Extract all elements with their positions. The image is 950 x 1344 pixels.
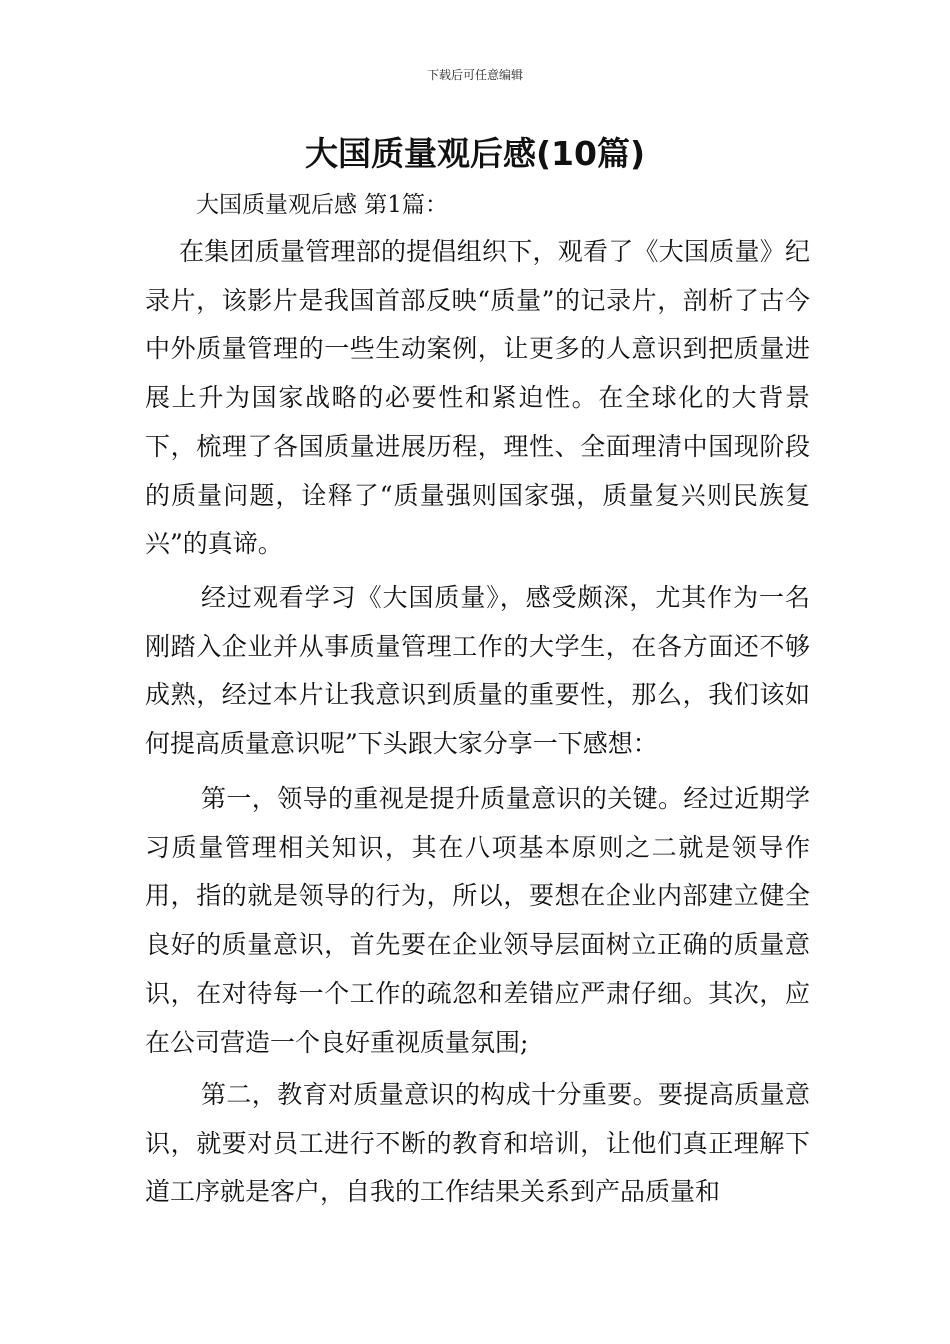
section-heading: 大国质量观后感 第1篇：	[196, 192, 448, 218]
paragraph-4: 第二，教育对质量意识的构成十分重要。要提高质量意识，就要对员工进行不断的教育和培训，让他们真正理解下道工序就是客户，自我的工作结果关系到产品质量和	[145, 1080, 810, 1207]
paragraph-3: 第一，领导的重视是提升质量意识的关键。经过近期学习质量管理相关知识，其在八项基本原则之二就是领导作用，指的就是领导的行为，所以，要想在企业内部建立健全良好的质量意识，首先要在企业领导层面树立正确的质量意识，在对待每一个工作的疏忽和差错应严肃仔细。其次，应在公司营造一个良好重视质量氛围;	[145, 784, 810, 1057]
paragraph-1: 在集团质量管理部的提倡组织下，观看了《大国质量》纪录片，该影片是我国首部反映“质量”的记录片，剖析了古今中外质量管理的一些生动案例，让更多的人意识到把质量进展上升为国家战略的必要性和紧迫性。在全球化的大背景下，梳理了各国质量进展历程，理性、全面理清中国现阶段的质量问题，诠释了“质量强则国家强，质量复兴则民族复兴”的真谛。	[145, 237, 810, 559]
header-note: 下载后可任意编辑	[426, 68, 523, 82]
paragraph-2: 经过观看学习《大国质量》，感受颇深，尤其作为一名刚踏入企业并从事质量管理工作的大学生，在各方面还不够成熟，经过本片让我意识到质量的重要性，那么，我们该如何提高质量意识呢”下头跟大家分享一下感想：	[145, 583, 810, 759]
document-title: 大国质量观后感(10篇)	[304, 134, 646, 173]
